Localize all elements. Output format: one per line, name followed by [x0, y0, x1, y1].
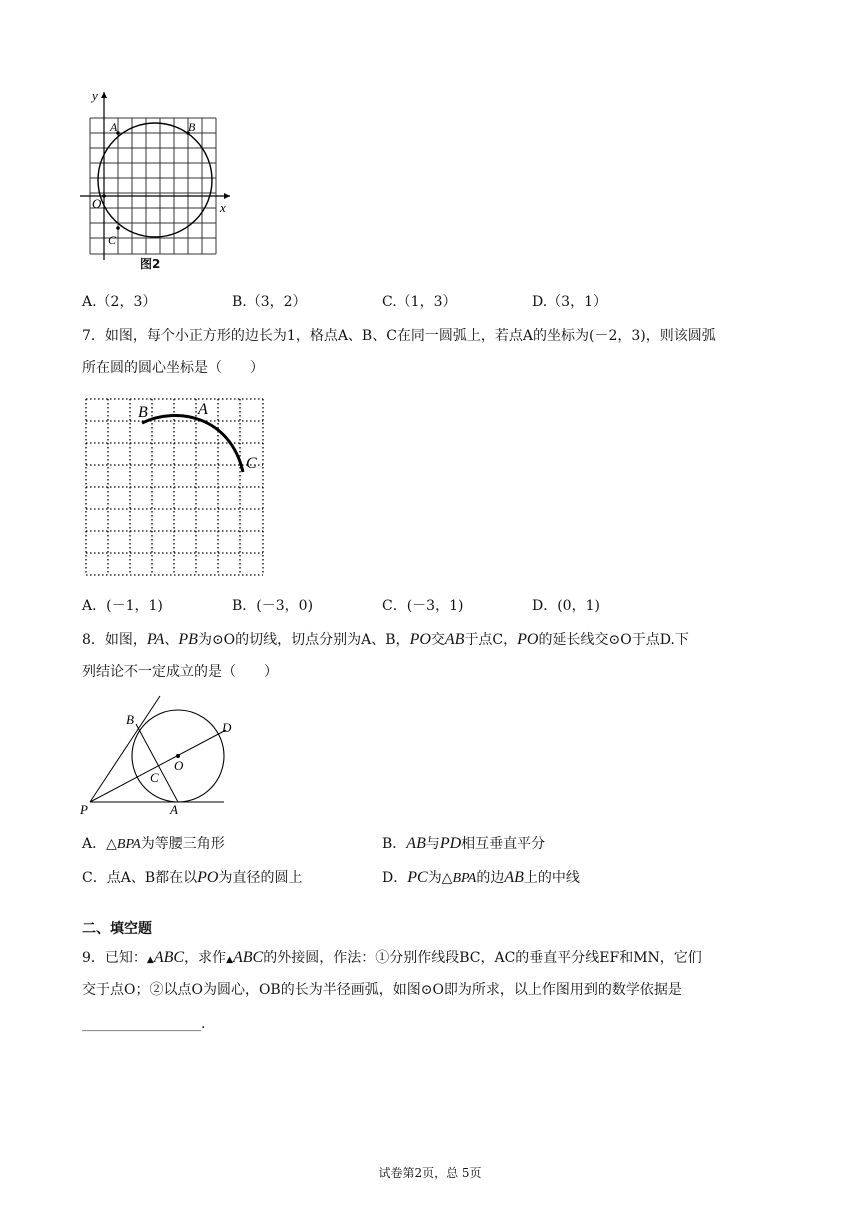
q8-option-c: [82, 868, 302, 888]
triangle-icon: ▲: [146, 955, 154, 965]
q8-point-c-label: C: [150, 770, 159, 785]
q8-opt-text: B．: [382, 836, 407, 852]
figure-q7-svg: [82, 396, 272, 582]
q8-ab: AB: [406, 835, 426, 852]
q8-text: 8．如图，: [82, 632, 147, 648]
q8-bpa: BPA: [452, 871, 477, 886]
q8-opt-text: 为等腰三角形: [140, 836, 225, 852]
q8-text: 交: [430, 632, 445, 648]
q7-point-b-label: B: [138, 404, 148, 421]
q8-point-b-label: B: [126, 712, 134, 727]
q8-opt-text: 的边: [476, 870, 505, 886]
q8-opt-text: 相互垂直平分: [461, 836, 546, 852]
q8-text: 于点C，: [464, 632, 518, 648]
figure-q8-svg: [80, 690, 240, 814]
page-footer: 试卷第2页，总 5页: [378, 1166, 482, 1180]
point-a-label: A: [110, 120, 118, 134]
figure-q6-svg: [80, 88, 240, 268]
q8-point-d-label: D: [222, 720, 232, 735]
q8-point-p-label: P: [80, 802, 88, 814]
q9-text: 9．已知：: [82, 950, 147, 966]
q8-option-a: [82, 834, 225, 855]
x-axis-label: x: [220, 200, 226, 215]
triangle-icon: ▲: [226, 955, 233, 965]
q8-opt-text: A．△: [82, 836, 117, 852]
section-title: 二、填空题: [82, 921, 152, 937]
q9-abc: ABC: [153, 949, 185, 966]
q9-stem-line1: [82, 948, 702, 970]
q8-opt-text: C．点A、B都在以: [82, 870, 198, 886]
q8-point-o-label: O: [174, 758, 184, 773]
q8-ab: AB: [504, 869, 524, 886]
q8-pb: PB: [178, 631, 198, 648]
q7-stem-line2: 所在圆的圆心坐标是（ ）: [82, 360, 264, 376]
q9-answer-blank: _________________.: [82, 1016, 206, 1032]
q6-option-d: D.（3，1）: [532, 294, 607, 310]
q8-opt-text: 为直径的圆上: [218, 870, 303, 886]
q7-option-b: B．(－3，0): [232, 598, 314, 614]
q9-text: ，求作: [184, 950, 227, 966]
point-b-label: B: [188, 120, 196, 134]
q6-option-c: C.（1，3）: [382, 294, 457, 310]
figure-q6-caption: 图2: [140, 257, 161, 271]
q7-point-c-label: C: [246, 455, 257, 472]
q8-pc: PC: [407, 869, 428, 886]
figure-q8: [80, 690, 240, 814]
q9-stem-line2: 交于点O；②以点O为圆心，OB的长为半径画弧，如图⊙O即为所求，以上作图用到的数学依据是: [82, 982, 682, 998]
q8-stem-line1: [82, 630, 689, 650]
q7-point-a-label: A: [198, 401, 208, 418]
point-c-label: C: [108, 233, 117, 247]
q9-abc: ABC: [232, 949, 264, 966]
q8-opt-text: D．: [382, 870, 408, 886]
q8-text: 、: [164, 632, 179, 648]
q8-po: PO: [517, 631, 539, 648]
q8-ab: AB: [444, 631, 465, 648]
q8-bpa: BPA: [116, 837, 141, 852]
q7-option-c: C．(－3，1): [382, 598, 464, 614]
q8-option-b: [382, 834, 545, 854]
q8-point-a-label: A: [170, 802, 178, 814]
figure-q6: [80, 88, 240, 268]
q7-stem-line1: 7．如图，每个小正方形的边长为1，格点A、B、C在同一圆弧上，若点A的坐标为(－2，3)，则该圆弧: [82, 328, 716, 344]
q6-option-a: A.（2，3）: [82, 294, 157, 310]
q8-opt-text: 与: [425, 836, 440, 852]
q8-po: PO: [197, 869, 219, 886]
q8-stem-line2: 列结论不一定成立的是（ ）: [82, 664, 278, 680]
q7-option-a: A．(－1，1): [82, 598, 163, 614]
origin-label: O: [92, 196, 102, 211]
y-axis-label: y: [92, 88, 98, 103]
q7-option-d: D．(0，1): [532, 598, 600, 614]
q8-opt-text: 上的中线: [523, 870, 580, 886]
q8-pa: PA: [146, 631, 165, 648]
q8-option-d: [382, 868, 580, 889]
q8-text: 的延长线交⊙O于点D.下: [538, 632, 689, 648]
q8-text: 为⊙O的切线，切点分别为A、B，: [197, 632, 410, 648]
q9-text: 的外接圆，作法：①分别作线段BC，AC的垂直平分线EF和MN，它们: [263, 950, 702, 966]
q8-po: PO: [409, 631, 431, 648]
figure-q7: [82, 396, 272, 582]
q8-pd: PD: [439, 835, 462, 852]
q6-option-b: B.（3，2）: [232, 294, 307, 310]
q8-opt-text: 为△: [427, 870, 453, 886]
